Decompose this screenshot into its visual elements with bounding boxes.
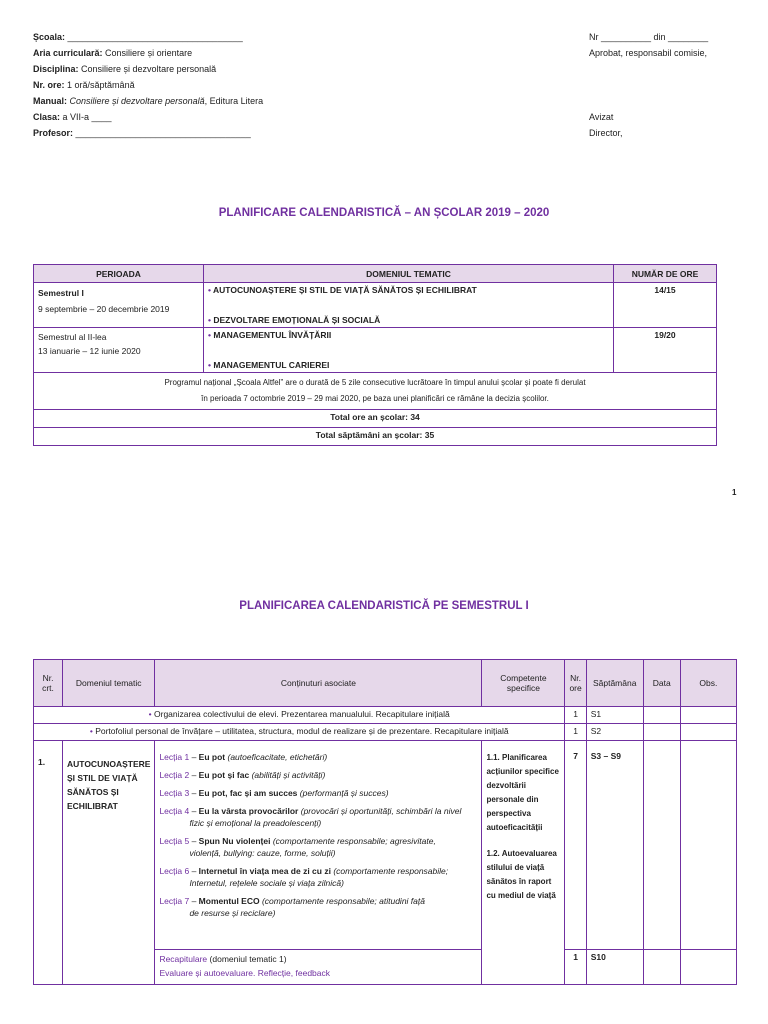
sem1-domain-1: AUTOCUNOAȘTERE ȘI STIL DE VIAȚĂ SĂNĂTOS ȘI ECHILIBRAT xyxy=(213,285,477,295)
aprobat-text: Aprobat, responsabil comisie, xyxy=(589,48,708,58)
lesson-label: Lecția 7 xyxy=(159,896,190,906)
recap-week: S10 xyxy=(586,950,643,985)
aria-label: Aria curriculară: xyxy=(33,48,103,58)
row1-weeks: S3 – S9 xyxy=(586,741,643,950)
lesson-label: Lecția 3 xyxy=(159,788,190,798)
table-row: Semestrul al II-lea 13 ianuarie – 12 iunie 2020 • MANAGEMENTUL ÎNVĂȚĂRII • MANAGEMENTUL CARIEREI 19/20 xyxy=(34,328,717,373)
header-competente: Competente specifice xyxy=(482,660,565,707)
header-continuturi: Conținuturi asociate xyxy=(155,660,482,707)
sem1-name: Semestrul I xyxy=(38,288,84,298)
sem2-name: Semestrul al II-lea xyxy=(38,332,107,342)
program-line-1: Programul național „Școala Altfel” are o durată de 5 zile consecutive lucrătoare în timpul anului școlar și poate fi derulat xyxy=(164,378,586,387)
lesson-title: Eu pot xyxy=(198,752,226,762)
lesson-detail-cont: de resurse și reciclare) xyxy=(189,908,276,918)
lesson-title: Eu pot și fac xyxy=(198,770,250,780)
table-row xyxy=(34,373,717,410)
scoala-label: Școala: xyxy=(33,32,66,42)
lesson-item: Lecția 3 – Eu pot, fac și am succes (performanță și succes) xyxy=(159,788,389,798)
sem2-hours: 19/20 xyxy=(614,328,717,373)
header-domeniul: DOMENIUL TEMATIC xyxy=(204,265,614,283)
lesson-item: Lecția 2 – Eu pot și fac (abilități și activități) xyxy=(159,770,326,780)
lesson-detail-cont: violență, bullying: cauze, forme, soluții) xyxy=(189,848,336,858)
table-row: Semestrul I 9 septembrie – 20 decembrie 2019 • AUTOCUNOAȘTERE ȘI STIL DE VIAȚĂ SĂNĂTOS ȘI ECHILIBRAT • DEZVOLTARE EMOȚIONALĂ ȘI SOCIALĂ 14/15 xyxy=(34,283,717,328)
row-b-week: S2 xyxy=(586,724,643,741)
lesson-detail-cont: Internetul, rețelele sociale și viața zilnică) xyxy=(189,878,344,888)
competence-1: 1.1. Planificarea acțiunilor specifice dezvoltării personale din perspectiva autoeficacității xyxy=(486,753,559,832)
clasa-value: a VII-a ____ xyxy=(62,112,112,122)
semester-plan-table xyxy=(33,659,737,985)
lesson-label: Lecția 5 xyxy=(159,836,190,846)
semester-title: PLANIFICAREA CALENDARISTICĂ PE SEMESTRUL I xyxy=(239,600,529,612)
scoala-line: ___________________________________ xyxy=(67,32,243,42)
document-header xyxy=(33,29,263,141)
recap-hours: 1 xyxy=(565,950,586,985)
director-text: Director, xyxy=(589,128,623,138)
lesson-item: Lecția 5 – Spun Nu violenței (comportamente responsabile; agresivitate, violență, bullying: cauze, forme, soluții) xyxy=(159,836,436,858)
page-title: PLANIFICARE CALENDARISTICĂ – AN ȘCOLAR 2019 – 2020 xyxy=(218,207,550,219)
header-nr-crt: Nr. crt. xyxy=(34,660,63,707)
manual-publisher: , Editura Litera xyxy=(204,96,264,106)
annual-plan-table xyxy=(33,264,717,446)
header-perioada: PERIOADA xyxy=(34,265,204,283)
avizat-text: Avizat xyxy=(589,112,614,122)
header-saptamana: Săptămâna xyxy=(586,660,643,707)
header-numar-ore: NUMĂR DE ORE xyxy=(614,265,717,283)
lesson-detail: (performanță și succes) xyxy=(299,788,389,798)
table-row xyxy=(34,410,717,428)
aria-value: Consiliere și orientare xyxy=(105,48,193,58)
sem1-domain-2: DEZVOLTARE EMOȚIONALĂ ȘI SOCIALĂ xyxy=(213,315,381,325)
row-a-text: Organizarea colectivului de elevi. Prezentarea manualului. Recapitulare inițială xyxy=(154,709,450,719)
sem2-domain-2: MANAGEMENTUL CARIEREI xyxy=(213,360,330,370)
lesson-label: Lecția 1 xyxy=(159,752,190,762)
header-obs: Obs. xyxy=(680,660,736,707)
lesson-detail-cont: fizic și emoțional la preadolescenți) xyxy=(189,818,322,828)
row-a-hours: 1 xyxy=(565,707,586,724)
lesson-title: Eu la vârsta provocărilor xyxy=(198,806,299,816)
table-row: • Portofoliul personal de învățare – utilitatea, structura, modul de realizare și de prezentare. Recapitulare inițială 1 S2 xyxy=(34,724,737,741)
table-row: • Organizarea colectivului de elevi. Prezentarea manualului. Recapitulare inițială 1 S1 xyxy=(34,707,737,724)
disciplina-value: Consiliere și dezvoltare personală xyxy=(81,64,217,74)
lesson-item: Lecția 6 – Internetul în viața mea de zi cu zi (comportamente responsabile; Internetul, rețelele sociale și viața zilnică) xyxy=(159,866,449,888)
profesor-line: ___________________________________ xyxy=(75,128,251,138)
lesson-detail: (autoeficacitate, etichetări) xyxy=(227,752,328,762)
lesson-label: Lecția 4 xyxy=(159,806,190,816)
nr-ore-label: Nr. ore: xyxy=(33,80,65,90)
lesson-detail: (comportamente responsabile; xyxy=(333,866,449,876)
lesson-label: Lecția 6 xyxy=(159,866,190,876)
lessons-cell xyxy=(155,741,482,950)
lesson-detail: (comportamente responsabile; atitudini față xyxy=(261,896,425,906)
table-row xyxy=(34,428,717,446)
row1-number: 1. xyxy=(34,741,63,985)
sem1-hours: 14/15 xyxy=(614,283,717,328)
row-b-hours: 1 xyxy=(565,724,586,741)
disciplina-label: Disciplina: xyxy=(33,64,79,74)
sem2-domain-1: MANAGEMENTUL ÎNVĂȚĂRII xyxy=(213,330,332,340)
row1-hours: 7 xyxy=(565,741,586,950)
sem1-dates: 9 septembrie – 20 decembrie 2019 xyxy=(38,304,170,314)
recap-detail: (domeniul tematic 1) xyxy=(209,954,287,964)
lesson-title: Spun Nu violenței xyxy=(198,836,271,846)
lesson-detail: (comportamente responsabile; agresivitate, xyxy=(272,836,436,846)
header-nr-ore: Nr. ore xyxy=(565,660,586,707)
row-b-text: Portofoliul personal de învățare – utilitatea, structura, modul de realizare și de prezentare. Recapitulare inițială xyxy=(95,726,509,736)
header-data: Data xyxy=(643,660,680,707)
evaluation-text: Evaluare și autoevaluare. Reflecție, feedback xyxy=(159,968,331,978)
approval-block xyxy=(589,29,708,141)
header-domeniul-tematic: Domeniul tematic xyxy=(63,660,155,707)
manual-value: Consiliere și dezvoltare personală xyxy=(69,96,205,106)
total-weeks: Total săptămâni an școlar: 35 xyxy=(34,428,717,446)
lesson-item: Lecția 4 – Eu la vârsta provocărilor (provocări și oportunități, schimbări la nivel fizic și emoțional la preadolescenți) xyxy=(159,806,462,828)
program-line-2: în perioada 7 octombrie 2019 – 29 mai 2020, pe baza unei planificări ce rămâne la decizia școlilor. xyxy=(201,394,549,403)
lesson-detail: (provocări și oportunități, schimbări la nivel xyxy=(300,806,462,816)
page-number: 1 xyxy=(732,488,737,497)
lesson-item: Lecția 1 – Eu pot (autoeficacitate, etichetări) xyxy=(159,752,328,762)
lesson-item: Lecția 7 – Momentul ECO (comportamente responsabile; atitudini față de resurse și reciclare) xyxy=(159,896,425,918)
competence-2: 1.2. Autoevaluarea stilului de viață sănătos în raport cu mediul de viață xyxy=(486,849,557,900)
total-hours: Total ore an școlar: 34 xyxy=(34,410,717,428)
lesson-detail: (abilități și activități) xyxy=(251,770,326,780)
nr-ore-value: 1 oră/săptămână xyxy=(67,80,135,90)
sem2-dates: 13 ianuarie – 12 iunie 2020 xyxy=(38,346,141,356)
lesson-title: Momentul ECO xyxy=(198,896,260,906)
row1-domain: AUTOCUNOAȘTERE ȘI STIL DE VIAȚĂ SĂNĂTOS ȘI ECHILIBRAT xyxy=(63,741,155,985)
clasa-label: Clasa: xyxy=(33,112,61,122)
row-a-week: S1 xyxy=(586,707,643,724)
manual-label: Manual: xyxy=(33,96,68,106)
recap-label: Recapitulare xyxy=(159,954,208,964)
table-row xyxy=(34,741,737,950)
nr-date-line: Nr __________ din ________ xyxy=(589,32,709,42)
profesor-label: Profesor: xyxy=(33,128,74,138)
lesson-title: Internetul în viața mea de zi cu zi xyxy=(198,866,331,876)
lesson-title: Eu pot, fac și am succes xyxy=(198,788,298,798)
lesson-label: Lecția 2 xyxy=(159,770,190,780)
